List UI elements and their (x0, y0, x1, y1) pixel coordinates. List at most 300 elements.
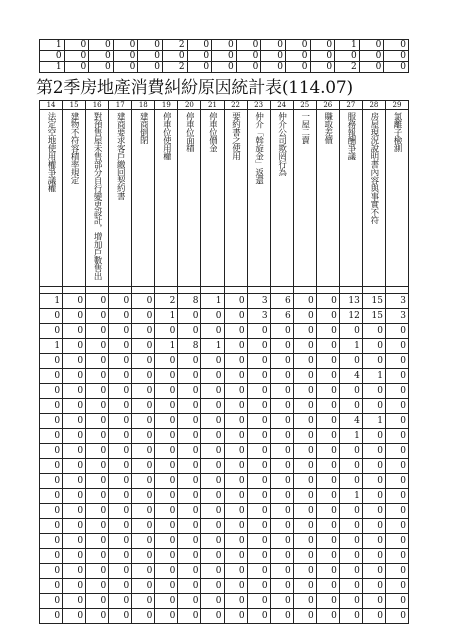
table-cell: 0 (247, 339, 270, 354)
table-cell: 0 (63, 519, 86, 534)
table-cell: 8 (178, 339, 201, 354)
table-cell: 0 (293, 339, 316, 354)
table-cell: 0 (138, 51, 163, 62)
table-cell: 0 (285, 40, 310, 51)
table-cell: 4 (339, 414, 362, 429)
table-cell: 0 (132, 369, 155, 384)
column-number: 23 (247, 101, 270, 110)
table-cell: 0 (138, 40, 163, 51)
table-cell: 0 (316, 354, 339, 369)
header-spacer-row (40, 287, 409, 294)
table-cell: 0 (113, 62, 138, 73)
column-number: 26 (316, 101, 339, 110)
table-cell: 0 (293, 519, 316, 534)
table-cell: 0 (385, 399, 408, 414)
spacer-cell (63, 287, 86, 294)
table-cell: 0 (63, 354, 86, 369)
table-row (40, 354, 409, 369)
spacer-cell (316, 287, 339, 294)
column-header (178, 110, 201, 287)
table-cell: 0 (316, 339, 339, 354)
table-cell: 0 (63, 324, 86, 339)
table-cell: 0 (362, 324, 385, 339)
spacer-cell (293, 287, 316, 294)
column-header-label: 停車位使用權 (161, 112, 172, 160)
table-cell: 0 (109, 414, 132, 429)
table-cell: 0 (270, 609, 293, 624)
table-cell: 0 (109, 504, 132, 519)
dispute-cause-table (39, 100, 409, 624)
table-cell: 0 (247, 384, 270, 399)
column-header (385, 110, 408, 287)
table-cell: 0 (224, 504, 247, 519)
column-header (155, 110, 178, 287)
table-cell: 0 (132, 504, 155, 519)
table-cell: 3 (385, 294, 408, 309)
table-cell: 2 (162, 40, 187, 51)
table-cell: 0 (63, 594, 86, 609)
column-number: 16 (86, 101, 109, 110)
table-cell: 0 (162, 51, 187, 62)
table-cell: 0 (362, 549, 385, 564)
table-cell: 0 (40, 309, 63, 324)
table-cell: 0 (201, 459, 224, 474)
table-cell: 0 (247, 519, 270, 534)
table-cell: 0 (155, 564, 178, 579)
table-row (40, 534, 409, 549)
column-header (40, 110, 63, 287)
table-cell: 0 (89, 40, 114, 51)
column-header-label: 氯離子檢測 (391, 112, 402, 152)
table-cell: 0 (362, 429, 385, 444)
table-cell: 0 (247, 354, 270, 369)
table-cell: 0 (63, 534, 86, 549)
table-cell: 0 (178, 354, 201, 369)
table-cell: 0 (385, 369, 408, 384)
table-cell: 0 (109, 489, 132, 504)
table-cell: 0 (224, 594, 247, 609)
table-row (40, 474, 409, 489)
table-cell: 0 (270, 369, 293, 384)
table-cell: 0 (178, 504, 201, 519)
table-cell: 0 (293, 309, 316, 324)
table-cell: 0 (201, 579, 224, 594)
table-cell: 0 (132, 414, 155, 429)
table-cell: 0 (178, 534, 201, 549)
table-cell: 0 (63, 414, 86, 429)
table-cell: 0 (385, 474, 408, 489)
spacer-cell (362, 287, 385, 294)
table-cell: 1 (201, 339, 224, 354)
spacer-cell (247, 287, 270, 294)
table-cell: 1 (362, 369, 385, 384)
table-cell: 0 (385, 579, 408, 594)
table-cell: 0 (109, 294, 132, 309)
table-cell: 0 (224, 399, 247, 414)
table-cell: 0 (63, 369, 86, 384)
column-number: 21 (201, 101, 224, 110)
table-cell: 0 (359, 51, 384, 62)
table-cell: 0 (109, 459, 132, 474)
table-cell: 0 (362, 504, 385, 519)
table-cell: 0 (132, 489, 155, 504)
column-header (247, 110, 270, 287)
table-cell: 0 (109, 384, 132, 399)
table-cell: 0 (40, 354, 63, 369)
column-header (339, 110, 362, 287)
table-cell: 0 (293, 579, 316, 594)
spacer-cell (270, 287, 293, 294)
table-cell: 0 (109, 474, 132, 489)
table-cell: 1 (339, 429, 362, 444)
table-cell: 0 (316, 489, 339, 504)
table-cell: 0 (224, 549, 247, 564)
table-cell: 0 (178, 519, 201, 534)
spacer-cell (178, 287, 201, 294)
table-cell: 0 (270, 519, 293, 534)
table-cell: 0 (63, 609, 86, 624)
table-cell: 0 (109, 369, 132, 384)
table-cell: 0 (86, 489, 109, 504)
table-cell: 1 (201, 294, 224, 309)
table-cell: 0 (201, 384, 224, 399)
column-number: 18 (132, 101, 155, 110)
column-header-label: 停車位價金 (207, 112, 218, 152)
table-cell: 0 (224, 354, 247, 369)
table-cell: 1 (339, 489, 362, 504)
table-row (40, 564, 409, 579)
table-cell: 0 (293, 564, 316, 579)
table-cell: 0 (86, 354, 109, 369)
table-cell: 2 (155, 294, 178, 309)
table-cell: 0 (316, 519, 339, 534)
table-cell: 0 (236, 62, 261, 73)
table-row (40, 339, 409, 354)
table-cell: 0 (247, 399, 270, 414)
column-header (293, 110, 316, 287)
table-cell: 3 (247, 294, 270, 309)
table-cell: 0 (40, 474, 63, 489)
table-cell: 0 (310, 62, 335, 73)
table-cell: 8 (178, 294, 201, 309)
table-cell: 0 (40, 504, 63, 519)
table-cell: 0 (270, 444, 293, 459)
table-cell: 0 (362, 354, 385, 369)
table-row (40, 40, 409, 51)
table-cell: 0 (63, 489, 86, 504)
table-cell: 2 (335, 62, 360, 73)
table-cell: 0 (224, 339, 247, 354)
table-cell: 0 (339, 474, 362, 489)
table-cell: 0 (224, 294, 247, 309)
spacer-cell (201, 287, 224, 294)
table-cell: 0 (86, 294, 109, 309)
table-cell: 0 (201, 504, 224, 519)
table-cell: 0 (63, 294, 86, 309)
table-cell: 0 (201, 549, 224, 564)
table-cell: 0 (155, 399, 178, 414)
table-row (40, 294, 409, 309)
table-cell: 0 (224, 444, 247, 459)
table-cell: 0 (187, 62, 212, 73)
table-cell: 0 (362, 519, 385, 534)
table-cell: 0 (339, 459, 362, 474)
column-header-row (40, 110, 409, 287)
table-cell: 0 (132, 309, 155, 324)
column-number: 29 (385, 101, 408, 110)
table-cell: 0 (132, 429, 155, 444)
table-cell: 0 (132, 474, 155, 489)
table-cell: 0 (316, 504, 339, 519)
table-cell: 0 (86, 534, 109, 549)
table-cell: 0 (86, 564, 109, 579)
table-cell: 0 (247, 549, 270, 564)
table-cell: 0 (201, 309, 224, 324)
table-cell: 0 (247, 594, 270, 609)
column-number-row (40, 101, 409, 110)
table-cell: 0 (293, 444, 316, 459)
table-cell: 0 (201, 474, 224, 489)
table-cell: 0 (86, 324, 109, 339)
table-cell: 0 (109, 429, 132, 444)
table-cell: 0 (362, 459, 385, 474)
table-cell: 0 (270, 504, 293, 519)
table-cell: 0 (224, 309, 247, 324)
table-cell: 0 (155, 429, 178, 444)
column-number: 19 (155, 101, 178, 110)
table-cell: 0 (40, 399, 63, 414)
table-cell: 0 (86, 504, 109, 519)
table-cell: 0 (339, 354, 362, 369)
table-cell: 0 (270, 459, 293, 474)
table-cell: 0 (178, 414, 201, 429)
dispute-cause-body (40, 287, 409, 624)
table-cell: 0 (339, 444, 362, 459)
table-cell: 0 (40, 429, 63, 444)
table-cell: 0 (316, 444, 339, 459)
table-cell: 0 (285, 51, 310, 62)
table-cell: 0 (316, 594, 339, 609)
table-cell: 0 (138, 62, 163, 73)
table-cell: 0 (339, 399, 362, 414)
table-cell: 0 (178, 444, 201, 459)
table-cell: 0 (224, 564, 247, 579)
table-cell: 0 (113, 40, 138, 51)
table-cell: 0 (310, 40, 335, 51)
table-cell: 0 (316, 564, 339, 579)
table-cell: 0 (359, 62, 384, 73)
table-row (40, 579, 409, 594)
table-cell: 0 (178, 369, 201, 384)
table-cell: 0 (155, 594, 178, 609)
column-header (132, 110, 155, 287)
table-row (40, 324, 409, 339)
table-cell: 0 (270, 384, 293, 399)
table-cell: 0 (339, 609, 362, 624)
table-cell: 0 (362, 489, 385, 504)
table-cell: 1 (339, 339, 362, 354)
table-cell: 0 (384, 40, 409, 51)
column-header-label: 建商要求客戶繳回契約書 (115, 112, 126, 200)
table-cell: 0 (201, 354, 224, 369)
table-cell: 0 (201, 609, 224, 624)
column-header-label: 停車位面積 (184, 112, 195, 152)
column-number: 20 (178, 101, 201, 110)
column-number: 22 (224, 101, 247, 110)
table-cell: 0 (270, 429, 293, 444)
table-cell: 0 (293, 384, 316, 399)
table-cell: 0 (89, 51, 114, 62)
column-header-label: 建商倒閉 (138, 112, 149, 144)
table-row (40, 519, 409, 534)
table-cell: 0 (178, 309, 201, 324)
table-cell: 0 (178, 384, 201, 399)
table-cell: 0 (293, 369, 316, 384)
table-cell: 0 (40, 369, 63, 384)
table-cell: 0 (109, 354, 132, 369)
table-cell: 0 (86, 609, 109, 624)
table-cell: 0 (109, 339, 132, 354)
table-cell: 0 (247, 444, 270, 459)
column-header-label: 服務報酬爭議 (345, 112, 356, 160)
table-cell: 0 (224, 474, 247, 489)
table-cell: 0 (155, 324, 178, 339)
table-cell: 0 (270, 339, 293, 354)
table-cell: 0 (385, 459, 408, 474)
table-cell: 0 (86, 519, 109, 534)
table-cell: 1 (40, 294, 63, 309)
table-cell: 0 (132, 339, 155, 354)
table-cell: 0 (385, 549, 408, 564)
table-cell: 0 (362, 534, 385, 549)
table-cell: 4 (339, 369, 362, 384)
table-cell: 0 (178, 474, 201, 489)
table-cell: 15 (362, 309, 385, 324)
spacer-cell (224, 287, 247, 294)
table-cell: 0 (178, 579, 201, 594)
table-cell: 15 (362, 294, 385, 309)
table-cell: 0 (40, 594, 63, 609)
table-cell: 0 (385, 429, 408, 444)
table-cell: 0 (247, 459, 270, 474)
table-cell: 0 (212, 62, 237, 73)
table-cell: 0 (247, 414, 270, 429)
table-cell: 0 (201, 429, 224, 444)
table-cell: 0 (178, 594, 201, 609)
table-cell: 0 (40, 519, 63, 534)
table-cell: 0 (212, 40, 237, 51)
table-cell: 0 (261, 62, 286, 73)
table-cell: 0 (40, 51, 65, 62)
table-row (40, 399, 409, 414)
table-cell: 0 (132, 564, 155, 579)
table-cell: 0 (86, 309, 109, 324)
table-cell: 0 (155, 489, 178, 504)
table-cell: 0 (339, 519, 362, 534)
table-cell: 0 (63, 504, 86, 519)
spacer-cell (109, 287, 132, 294)
table-cell: 0 (270, 414, 293, 429)
table-row (40, 369, 409, 384)
table-cell: 0 (385, 339, 408, 354)
table-cell: 0 (310, 51, 335, 62)
column-header-label: 法定空地使用權爭議權 (46, 112, 57, 192)
table-cell: 0 (293, 414, 316, 429)
table-cell: 1 (40, 40, 65, 51)
table-cell: 0 (132, 594, 155, 609)
table-cell: 0 (270, 549, 293, 564)
table-cell: 0 (224, 534, 247, 549)
column-header-label: 要約書之使用 (230, 112, 241, 160)
column-header (362, 110, 385, 287)
table-cell: 0 (270, 594, 293, 609)
table-cell: 0 (109, 519, 132, 534)
table-cell: 0 (247, 504, 270, 519)
table-cell: 0 (155, 504, 178, 519)
table-cell: 0 (316, 384, 339, 399)
table-cell: 0 (63, 459, 86, 474)
table-cell: 0 (224, 519, 247, 534)
table-row (40, 594, 409, 609)
table-cell: 0 (316, 534, 339, 549)
table-cell: 0 (178, 609, 201, 624)
table-row (40, 459, 409, 474)
table-cell: 0 (187, 51, 212, 62)
table-cell: 0 (236, 51, 261, 62)
table-cell: 0 (385, 414, 408, 429)
table-cell: 0 (362, 474, 385, 489)
column-header-label: 對預售屋未售部分自行變更設計，增加戶數售出 (92, 112, 103, 280)
table-cell: 0 (155, 474, 178, 489)
table-cell: 0 (362, 579, 385, 594)
table-cell: 0 (155, 384, 178, 399)
page-title: 第2季房地產消費糾紛原因統計表(114.07) (36, 78, 353, 98)
table-cell: 0 (247, 489, 270, 504)
table-cell: 0 (270, 579, 293, 594)
table-cell: 0 (86, 414, 109, 429)
table-cell: 0 (316, 399, 339, 414)
table-cell: 0 (385, 384, 408, 399)
table-cell: 0 (63, 549, 86, 564)
table-cell: 0 (201, 324, 224, 339)
table-cell: 0 (201, 564, 224, 579)
table-cell: 0 (224, 489, 247, 504)
table-cell: 0 (339, 384, 362, 399)
table-cell: 0 (155, 579, 178, 594)
table-cell: 0 (316, 414, 339, 429)
table-row (40, 609, 409, 624)
column-number: 17 (109, 101, 132, 110)
table-cell: 0 (178, 564, 201, 579)
table-cell: 0 (109, 549, 132, 564)
table-cell: 0 (201, 399, 224, 414)
table-cell: 0 (316, 459, 339, 474)
table-cell: 0 (201, 489, 224, 504)
table-cell: 0 (187, 40, 212, 51)
table-cell: 0 (132, 294, 155, 309)
table-cell: 0 (293, 594, 316, 609)
table-cell: 0 (178, 489, 201, 504)
table-cell: 0 (384, 51, 409, 62)
table-cell: 0 (293, 474, 316, 489)
table-cell: 0 (247, 534, 270, 549)
table-cell: 0 (178, 324, 201, 339)
column-header-label: 房屋現況說明書內容與事實不符 (368, 112, 379, 224)
table-cell: 0 (316, 579, 339, 594)
table-cell: 0 (385, 609, 408, 624)
table-cell: 1 (155, 309, 178, 324)
column-header (109, 110, 132, 287)
